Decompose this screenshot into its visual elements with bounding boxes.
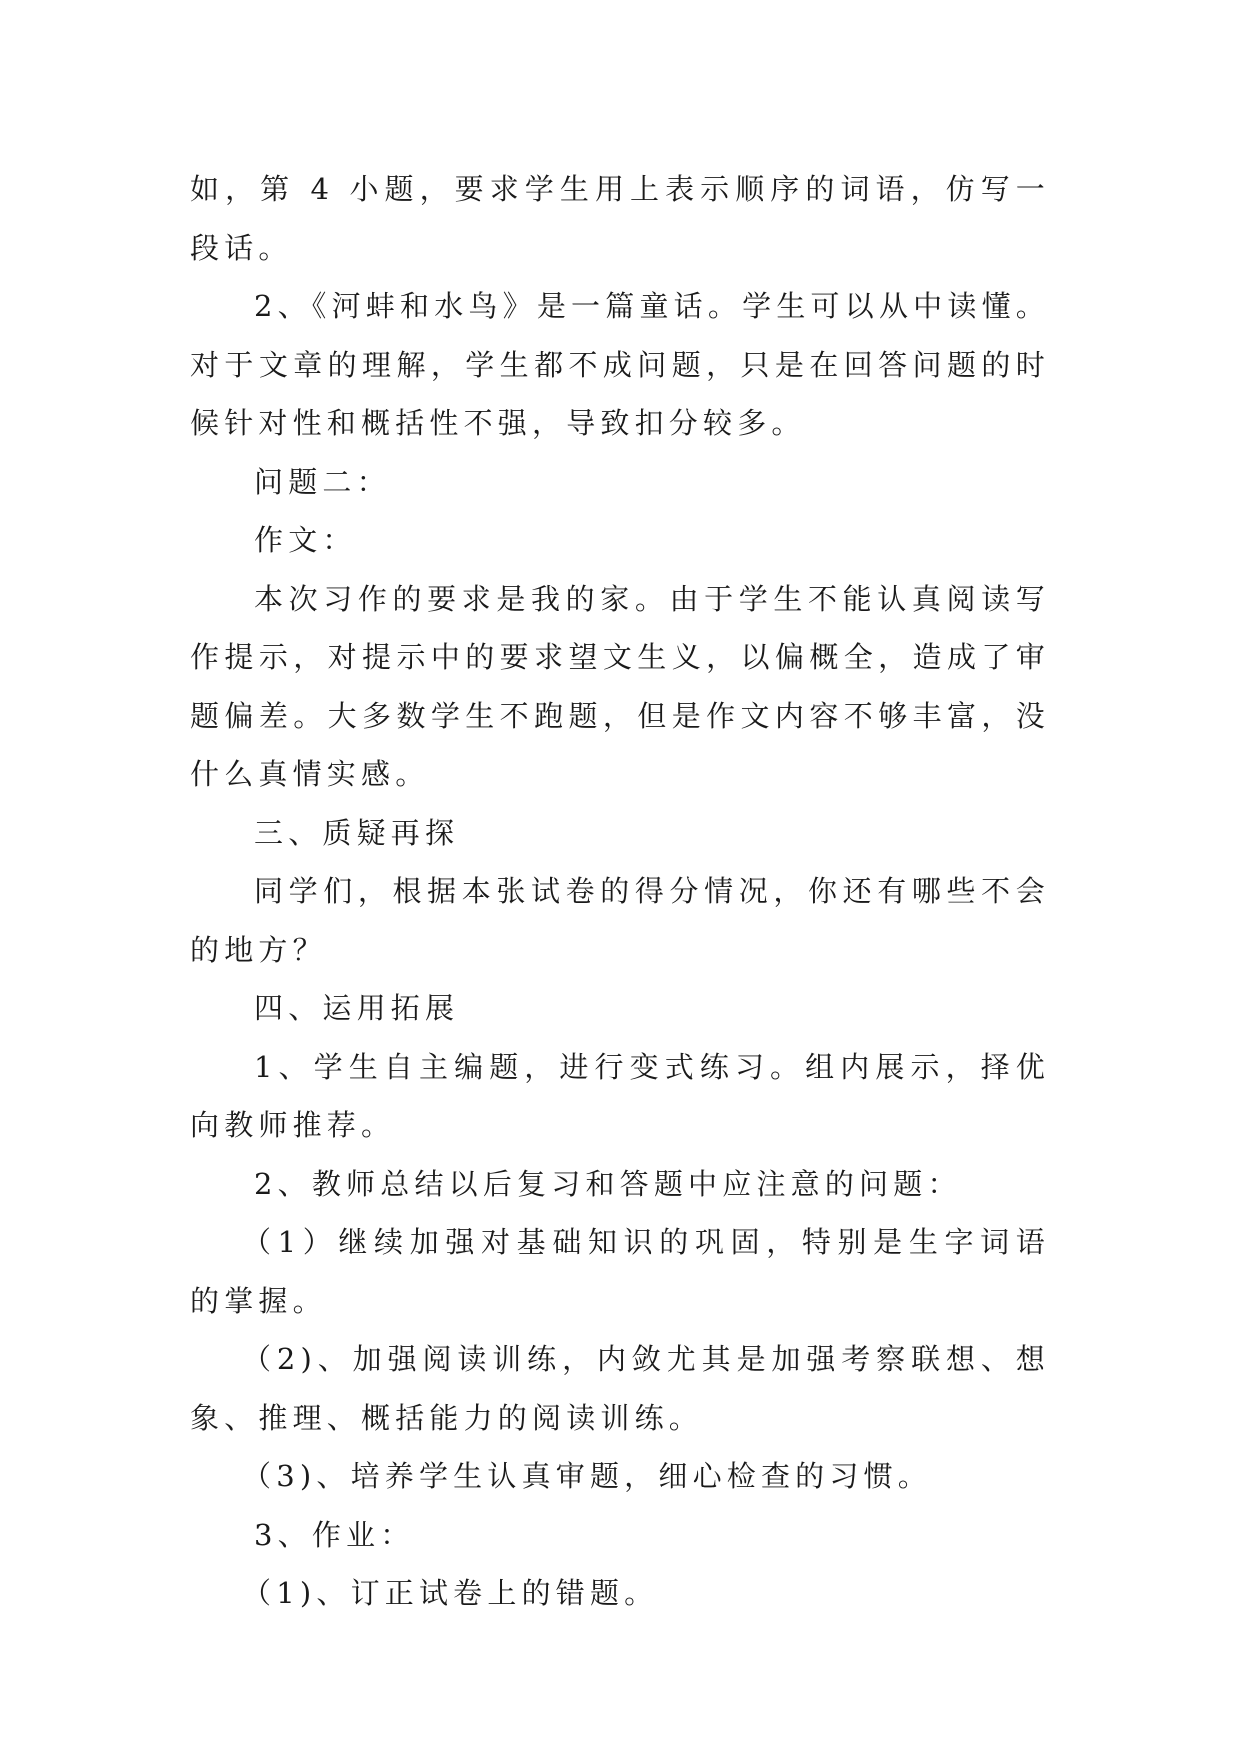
heading-problem-two: 问题二： (254, 464, 391, 499)
sub-item-3: （3)、培养学生认真审题，细心检查的习惯。 (242, 1459, 932, 1493)
sub-item-1: （1）继续加强对基础知识的巩固，特别是生字词语的掌握。 (190, 1225, 1050, 1318)
list-item-2: 2、教师总结以后复习和答题中应注意的问题： (254, 1166, 962, 1201)
paragraph-question: 同学们，根据本张试卷的得分情况，你还有哪些不会的地方？ (190, 874, 1050, 967)
heading-section-four: 四、运用拓展 (254, 991, 460, 1025)
list-item-3: 3、作业： (254, 1517, 415, 1552)
document-body (190, 160, 1050, 1623)
heading-composition: 作文： (254, 523, 357, 557)
paragraph-reading-2: 2、《河蚌和水鸟》是一篇童话。学生可以从中读懂。对于文章的理解，学生都不成问题，只是在回答问题的时候针对性和概括性不强，导致扣分较多。 (190, 289, 1050, 440)
heading-section-three: 三、质疑再探 (254, 815, 460, 850)
homework-item-1: （1)、订正试卷上的错题。 (242, 1576, 659, 1610)
sub-item-2: （2)、加强阅读训练，内敛尤其是加强考察联想、想象、推理、概括能力的阅读训练。 (190, 1342, 1050, 1435)
list-item-1: 1、学生自主编题，进行变式练习。组内展示，择优向教师推荐。 (190, 1049, 1050, 1142)
paragraph-composition: 本次习作的要求是我的家。由于学生不能认真阅读写作提示，对提示中的要求望文生义，以偏概全，造成了审题偏差。大多数学生不跑题，但是作文内容不够丰富，没什么真情实感。 (190, 581, 1050, 791)
paragraph-continuation: 如，第 4 小题，要求学生用上表示顺序的词语，仿写一段话。 (190, 172, 1050, 265)
